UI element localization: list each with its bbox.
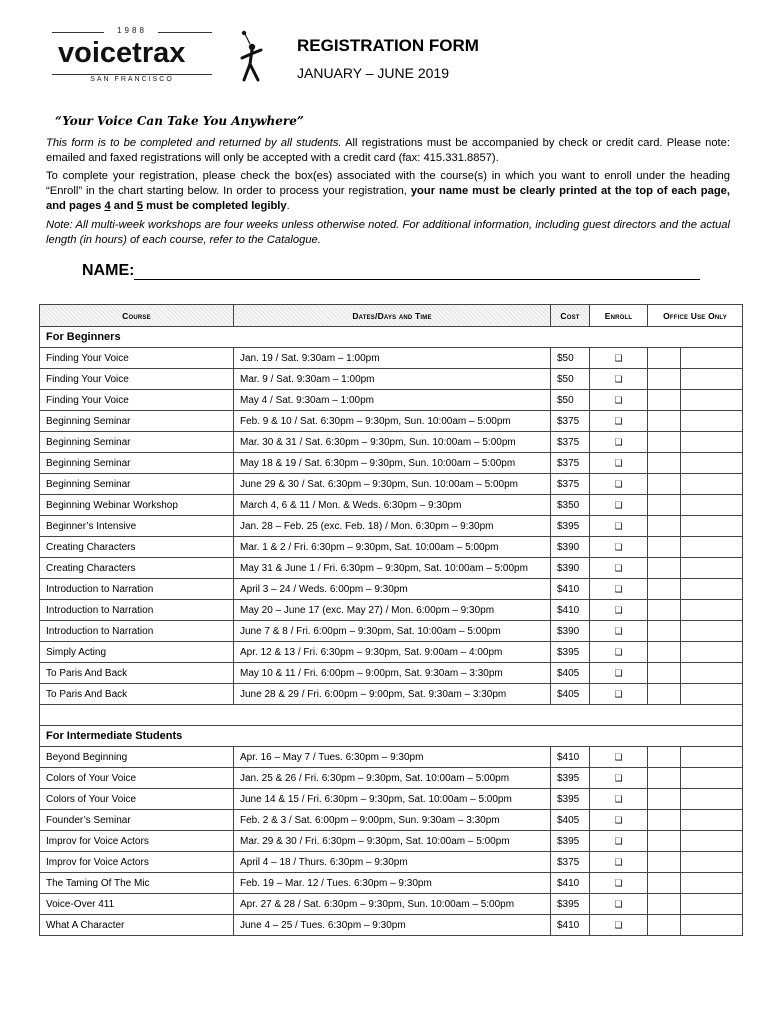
course-name: Beginning Webinar Workshop <box>40 495 234 516</box>
course-name: Beginning Seminar <box>40 474 234 495</box>
office-use-cell <box>648 768 681 789</box>
logo-rule <box>52 74 212 75</box>
form-title: REGISTRATION FORM <box>297 36 479 55</box>
table-row <box>40 789 743 810</box>
logo-year: 1988 <box>117 26 147 35</box>
course-cost: $395 <box>551 789 590 810</box>
section-row <box>40 726 743 747</box>
intro-text: . <box>286 200 290 212</box>
enroll-checkbox[interactable]: ❏ <box>590 789 648 810</box>
intro-emphasis: your name must be clearly printed at the top of each page, and pages <box>46 185 730 212</box>
office-use-cell <box>648 600 681 621</box>
course-name: Colors of Your Voice <box>40 768 234 789</box>
table-row <box>40 894 743 915</box>
enroll-checkbox[interactable]: ❏ <box>590 411 648 432</box>
office-use-cell <box>648 516 681 537</box>
enroll-checkbox[interactable]: ❏ <box>590 390 648 411</box>
course-dates: June 7 & 8 / Fri. 6:00pm – 9:30pm, Sat. 10:00am – 5:00pm <box>234 621 551 642</box>
enroll-checkbox[interactable]: ❏ <box>590 516 648 537</box>
table-row <box>40 621 743 642</box>
course-dates: Mar. 30 & 31 / Sat. 6:30pm – 9:30pm, Sun. 10:00am – 5:00pm <box>234 432 551 453</box>
course-name: Creating Characters <box>40 537 234 558</box>
course-name: To Paris And Back <box>40 663 234 684</box>
course-name: Beginning Seminar <box>40 453 234 474</box>
office-use-cell <box>681 411 743 432</box>
enroll-checkbox[interactable]: ❏ <box>590 453 648 474</box>
table-row <box>40 390 743 411</box>
enroll-checkbox[interactable]: ❏ <box>590 747 648 768</box>
office-use-cell <box>648 852 681 873</box>
course-cost: $50 <box>551 348 590 369</box>
enroll-checkbox[interactable]: ❏ <box>590 369 648 390</box>
office-use-cell <box>681 768 743 789</box>
name-field-row <box>82 262 702 284</box>
enroll-checkbox[interactable]: ❏ <box>590 432 648 453</box>
course-cost: $395 <box>551 831 590 852</box>
course-name: Introduction to Narration <box>40 579 234 600</box>
section-spacer <box>40 705 743 726</box>
enroll-checkbox[interactable]: ❏ <box>590 495 648 516</box>
office-use-cell <box>681 453 743 474</box>
office-use-cell <box>681 474 743 495</box>
course-name: Creating Characters <box>40 558 234 579</box>
office-use-cell <box>648 453 681 474</box>
header-course: Course <box>40 305 234 327</box>
office-use-cell <box>681 894 743 915</box>
course-name: Colors of Your Voice <box>40 789 234 810</box>
table-row <box>40 453 743 474</box>
enroll-checkbox[interactable]: ❏ <box>590 621 648 642</box>
course-dates: Jan. 19 / Sat. 9:30am – 1:00pm <box>234 348 551 369</box>
header-dates: Dates/Days and Time <box>234 305 551 327</box>
course-name: What A Character <box>40 915 234 936</box>
office-use-cell <box>681 852 743 873</box>
table-header-row <box>40 305 743 327</box>
course-dates: June 29 & 30 / Sat. 6:30pm – 9:30pm, Sun. 10:00am – 5:00pm <box>234 474 551 495</box>
table-row <box>40 348 743 369</box>
office-use-cell <box>648 621 681 642</box>
office-use-cell <box>681 831 743 852</box>
enroll-checkbox[interactable]: ❏ <box>590 768 648 789</box>
table-row <box>40 852 743 873</box>
course-cost: $405 <box>551 684 590 705</box>
course-cost: $375 <box>551 453 590 474</box>
intro-paragraph-2 <box>46 169 730 214</box>
intro-emphasis: and <box>110 200 137 212</box>
enroll-checkbox[interactable]: ❏ <box>590 684 648 705</box>
tagline: “Your Voice Can Take You Anywhere” <box>55 114 304 128</box>
table-row <box>40 768 743 789</box>
logo-rule <box>158 32 212 33</box>
course-dates: May 10 & 11 / Fri. 6:00pm – 9:00pm, Sat. 9:30am – 3:30pm <box>234 663 551 684</box>
course-cost: $390 <box>551 537 590 558</box>
table-row <box>40 915 743 936</box>
logo-city: SAN FRANCISCO <box>90 76 174 83</box>
enroll-checkbox[interactable]: ❏ <box>590 579 648 600</box>
office-use-cell <box>681 684 743 705</box>
course-dates: May 20 – June 17 (exc. May 27) / Mon. 6:00pm – 9:30pm <box>234 600 551 621</box>
course-dates: Feb. 9 & 10 / Sat. 6:30pm – 9:30pm, Sun. 10:00am – 5:00pm <box>234 411 551 432</box>
course-cost: $405 <box>551 663 590 684</box>
office-use-cell <box>681 663 743 684</box>
table-row <box>40 873 743 894</box>
logo-wordmark: voicetrax <box>58 37 186 69</box>
course-dates: May 4 / Sat. 9:30am – 1:00pm <box>234 390 551 411</box>
course-name: Finding Your Voice <box>40 348 234 369</box>
table-row <box>40 432 743 453</box>
course-cost: $375 <box>551 852 590 873</box>
table-row <box>40 600 743 621</box>
course-cost: $395 <box>551 516 590 537</box>
course-name: Improv for Voice Actors <box>40 831 234 852</box>
table-row <box>40 831 743 852</box>
registration-table <box>39 304 743 936</box>
office-use-cell <box>648 474 681 495</box>
office-use-cell <box>681 642 743 663</box>
office-use-cell <box>681 789 743 810</box>
course-cost: $50 <box>551 390 590 411</box>
office-use-cell <box>648 495 681 516</box>
office-use-cell <box>681 600 743 621</box>
table-row <box>40 495 743 516</box>
course-dates: May 31 & June 1 / Fri. 6:30pm – 9:30pm, Sat. 10:00am – 5:00pm <box>234 558 551 579</box>
course-dates: June 4 – 25 / Tues. 6:30pm – 9:30pm <box>234 915 551 936</box>
course-cost: $410 <box>551 600 590 621</box>
page-ref-5: 5 <box>136 200 144 212</box>
office-use-cell <box>648 789 681 810</box>
voicetrax-logo <box>52 26 272 88</box>
office-use-cell <box>648 747 681 768</box>
course-cost: $375 <box>551 411 590 432</box>
course-name: Beginning Seminar <box>40 432 234 453</box>
beginners-section <box>40 327 743 705</box>
intro-emphasis: must be completed legibly <box>143 200 287 212</box>
table-row <box>40 579 743 600</box>
section-title-intermediate: For Intermediate Students <box>40 726 743 747</box>
course-cost: $350 <box>551 495 590 516</box>
office-use-cell <box>681 348 743 369</box>
enroll-checkbox[interactable]: ❏ <box>590 642 648 663</box>
course-dates: Mar. 29 & 30 / Fri. 6:30pm – 9:30pm, Sat. 10:00am – 5:00pm <box>234 831 551 852</box>
table-row <box>40 537 743 558</box>
course-cost: $50 <box>551 369 590 390</box>
course-cost: $390 <box>551 621 590 642</box>
office-use-cell <box>648 810 681 831</box>
course-dates: Jan. 28 – Feb. 25 (exc. Feb. 18) / Mon. 6:30pm – 9:30pm <box>234 516 551 537</box>
office-use-cell <box>681 516 743 537</box>
enroll-checkbox[interactable]: ❏ <box>590 873 648 894</box>
course-name: Founder’s Seminar <box>40 810 234 831</box>
enroll-checkbox[interactable]: ❏ <box>590 663 648 684</box>
office-use-cell <box>681 579 743 600</box>
office-use-cell <box>648 390 681 411</box>
enroll-checkbox[interactable]: ❏ <box>590 852 648 873</box>
office-use-cell <box>648 894 681 915</box>
office-use-cell <box>648 579 681 600</box>
course-name: Beyond Beginning <box>40 747 234 768</box>
office-use-cell <box>648 537 681 558</box>
enroll-checkbox[interactable]: ❏ <box>590 558 648 579</box>
office-use-cell <box>648 663 681 684</box>
office-use-cell <box>681 432 743 453</box>
course-cost: $395 <box>551 642 590 663</box>
office-use-cell <box>648 411 681 432</box>
table-row <box>40 369 743 390</box>
office-use-cell <box>681 747 743 768</box>
office-use-cell <box>681 873 743 894</box>
course-name: Beginning Seminar <box>40 411 234 432</box>
office-use-cell <box>648 684 681 705</box>
intro-text: All registrations must be accompanied by check or credit card. Please note: emailed and faxed registrations will only be accepted with a credit card (fax: 415.331.8857). <box>46 137 730 164</box>
course-name: Simply Acting <box>40 642 234 663</box>
course-cost: $405 <box>551 810 590 831</box>
intro-note: Note: All multi-week workshops are four weeks unless otherwise noted. For additional information, including guest directors and the actual length (in hours) of each course, refer to the Catalogue. <box>46 219 730 246</box>
course-name: Improv for Voice Actors <box>40 852 234 873</box>
header-office-use: Office Use Only <box>648 305 743 327</box>
microphone-figure-icon <box>230 30 270 84</box>
office-use-cell <box>648 831 681 852</box>
table-row <box>40 642 743 663</box>
course-dates: April 3 – 24 / Weds. 6:00pm – 9:30pm <box>234 579 551 600</box>
table-row <box>40 747 743 768</box>
course-name: Introduction to Narration <box>40 600 234 621</box>
table-row <box>40 810 743 831</box>
office-use-cell <box>648 915 681 936</box>
course-cost: $410 <box>551 915 590 936</box>
enroll-checkbox[interactable]: ❏ <box>590 831 648 852</box>
office-use-cell <box>681 810 743 831</box>
course-dates: Apr. 27 & 28 / Sat. 6:30pm – 9:30pm, Sun. 10:00am – 5:00pm <box>234 894 551 915</box>
name-label: NAME: <box>82 262 135 279</box>
table-row <box>40 474 743 495</box>
office-use-cell <box>681 558 743 579</box>
course-name: Finding Your Voice <box>40 369 234 390</box>
course-dates: Feb. 19 – Mar. 12 / Tues. 6:30pm – 9:30pm <box>234 873 551 894</box>
table-row <box>40 663 743 684</box>
intro-text: To complete your registration, please check the box(es) associated with the course(s) in which you want to enroll under the heading “Enroll” in the chart starting below. In order to process your registration, <box>46 170 730 197</box>
office-use-cell <box>681 390 743 411</box>
header-cost: Cost <box>551 305 590 327</box>
office-use-cell <box>648 873 681 894</box>
course-name: Introduction to Narration <box>40 621 234 642</box>
office-use-cell <box>681 915 743 936</box>
course-dates: Mar. 1 & 2 / Fri. 6:30pm – 9:30pm, Sat. 10:00am – 5:00pm <box>234 537 551 558</box>
spacer-cell <box>40 705 743 726</box>
office-use-cell <box>648 642 681 663</box>
course-cost: $410 <box>551 747 590 768</box>
course-dates: March 4, 6 & 11 / Mon. & Weds. 6:30pm – 9:30pm <box>234 495 551 516</box>
office-use-cell <box>681 537 743 558</box>
course-dates: Mar. 9 / Sat. 9:30am – 1:00pm <box>234 369 551 390</box>
office-use-cell <box>648 558 681 579</box>
course-dates: June 14 & 15 / Fri. 6:30pm – 9:30pm, Sat. 10:00am – 5:00pm <box>234 789 551 810</box>
course-cost: $410 <box>551 579 590 600</box>
table-row <box>40 558 743 579</box>
intro-emphasis: This form is to be completed and returned by all students. <box>46 137 342 149</box>
course-cost: $395 <box>551 894 590 915</box>
course-dates: June 28 & 29 / Fri. 6:00pm – 9:00pm, Sat. 9:30am – 3:30pm <box>234 684 551 705</box>
intro-paragraph-1 <box>46 136 730 166</box>
course-name: To Paris And Back <box>40 684 234 705</box>
enroll-checkbox[interactable]: ❏ <box>590 810 648 831</box>
course-cost: $395 <box>551 768 590 789</box>
office-use-cell <box>648 369 681 390</box>
section-title-beginners: For Beginners <box>40 327 743 348</box>
course-cost: $375 <box>551 432 590 453</box>
office-use-cell <box>681 621 743 642</box>
course-cost: $375 <box>551 474 590 495</box>
intermediate-section <box>40 726 743 936</box>
page-ref-4: 4 <box>104 200 111 212</box>
table-row <box>40 684 743 705</box>
course-dates: Apr. 12 & 13 / Fri. 6:30pm – 9:30pm, Sat. 9:00am – 4:00pm <box>234 642 551 663</box>
course-cost: $410 <box>551 873 590 894</box>
course-dates: April 4 – 18 / Thurs. 6:30pm – 9:30pm <box>234 852 551 873</box>
table-row <box>40 411 743 432</box>
enroll-checkbox[interactable]: ❏ <box>590 915 648 936</box>
enroll-checkbox[interactable]: ❏ <box>590 474 648 495</box>
enroll-checkbox[interactable]: ❏ <box>590 537 648 558</box>
form-period: JANUARY – JUNE 2019 <box>297 65 449 81</box>
course-name: Beginner’s Intensive <box>40 516 234 537</box>
course-name: Voice-Over 411 <box>40 894 234 915</box>
office-use-cell <box>648 348 681 369</box>
course-dates: Apr. 16 – May 7 / Tues. 6:30pm – 9:30pm <box>234 747 551 768</box>
enroll-checkbox[interactable]: ❏ <box>590 894 648 915</box>
page-header <box>0 0 770 110</box>
course-cost: $390 <box>551 558 590 579</box>
enroll-checkbox[interactable]: ❏ <box>590 348 648 369</box>
name-input-line[interactable] <box>134 279 700 280</box>
enroll-checkbox[interactable]: ❏ <box>590 600 648 621</box>
table-row <box>40 516 743 537</box>
course-name: The Taming Of The Mic <box>40 873 234 894</box>
header-enroll: Enroll <box>590 305 648 327</box>
course-dates: Feb. 2 & 3 / Sat. 6:00pm – 9:00pm, Sun. 9:30am – 3:30pm <box>234 810 551 831</box>
course-name: Finding Your Voice <box>40 390 234 411</box>
office-use-cell <box>648 432 681 453</box>
course-dates: May 18 & 19 / Sat. 6:30pm – 9:30pm, Sun. 10:00am – 5:00pm <box>234 453 551 474</box>
office-use-cell <box>681 369 743 390</box>
office-use-cell <box>681 495 743 516</box>
section-row <box>40 327 743 348</box>
course-dates: Jan. 25 & 26 / Fri. 6:30pm – 9:30pm, Sat. 10:00am – 5:00pm <box>234 768 551 789</box>
